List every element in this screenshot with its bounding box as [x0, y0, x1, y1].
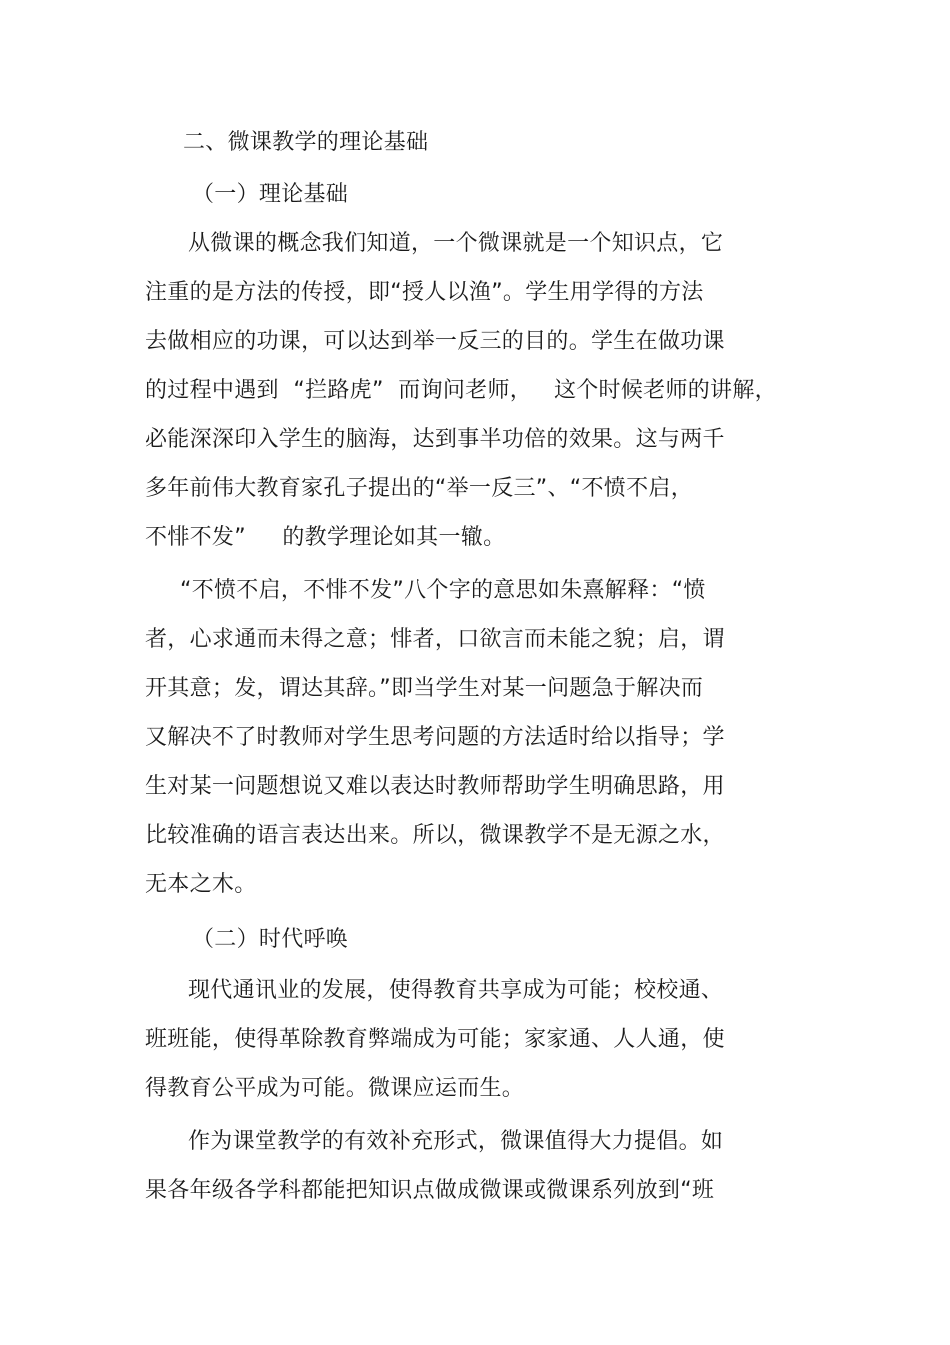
- paragraph-line: 得教育公平成为可能。微课应运而生。: [145, 1076, 525, 1101]
- paragraph-line: 去做相应的功课，可以达到举一反三的目的。学生在做功课: [145, 329, 725, 354]
- paragraph-line: 现代通讯业的发展，使得教育共享成为可能；校校通、: [188, 978, 724, 1003]
- section-heading: 二、微课教学的理论基础: [183, 130, 429, 155]
- paragraph-line: 无本之木。: [145, 872, 257, 897]
- paragraph-line: 果各年级各学科都能把知识点做成微课或微课系列放到“班: [145, 1178, 715, 1203]
- paragraph-line: 不悱不发” 的教学理论如其一辙。: [145, 525, 506, 550]
- subsection-heading-theory: （一）理论基础: [192, 182, 349, 207]
- paragraph-line: 注重的是方法的传授，即“授人以渔”。学生用学得的方法: [145, 280, 704, 305]
- paragraph-line: 生对某一问题想说又难以表达时教师帮助学生明确思路，用: [145, 774, 725, 799]
- paragraph-line: 必能深深印入学生的脑海，达到事半功倍的效果。这与两千: [145, 427, 725, 452]
- subsection-heading-era: （二）时代呼唤: [192, 927, 349, 952]
- paragraph-line: 从微课的概念我们知道，一个微课就是一个知识点，它: [188, 231, 724, 256]
- paragraph-line: 又解决不了时教师对学生思考问题的方法适时给以指导；学: [145, 725, 725, 750]
- paragraph-line: 者，心求通而未得之意；悱者，口欲言而未能之貌；启，谓: [145, 627, 725, 652]
- paragraph-line: 的过程中遇到 “拦路虎” 而询问老师， 这个时候老师的讲解，: [145, 378, 777, 403]
- paragraph-line: 比较准确的语言表达出来。所以，微课教学不是无源之水，: [145, 823, 725, 848]
- paragraph-line: “不愤不启，不悱不发”八个字的意思如朱熹解释：“愤: [180, 578, 706, 603]
- paragraph-line: 开其意；发，谓达其辞。”即当学生对某一问题急于解决而: [145, 676, 704, 701]
- paragraph-line: 班班能，使得革除教育弊端成为可能；家家通、人人通，使: [145, 1027, 725, 1052]
- paragraph-line: 作为课堂教学的有效补充形式，微课值得大力提倡。如: [188, 1129, 724, 1154]
- paragraph-line: 多年前伟大教育家孔子提出的“举一反三”、“不愤不启，: [145, 476, 693, 501]
